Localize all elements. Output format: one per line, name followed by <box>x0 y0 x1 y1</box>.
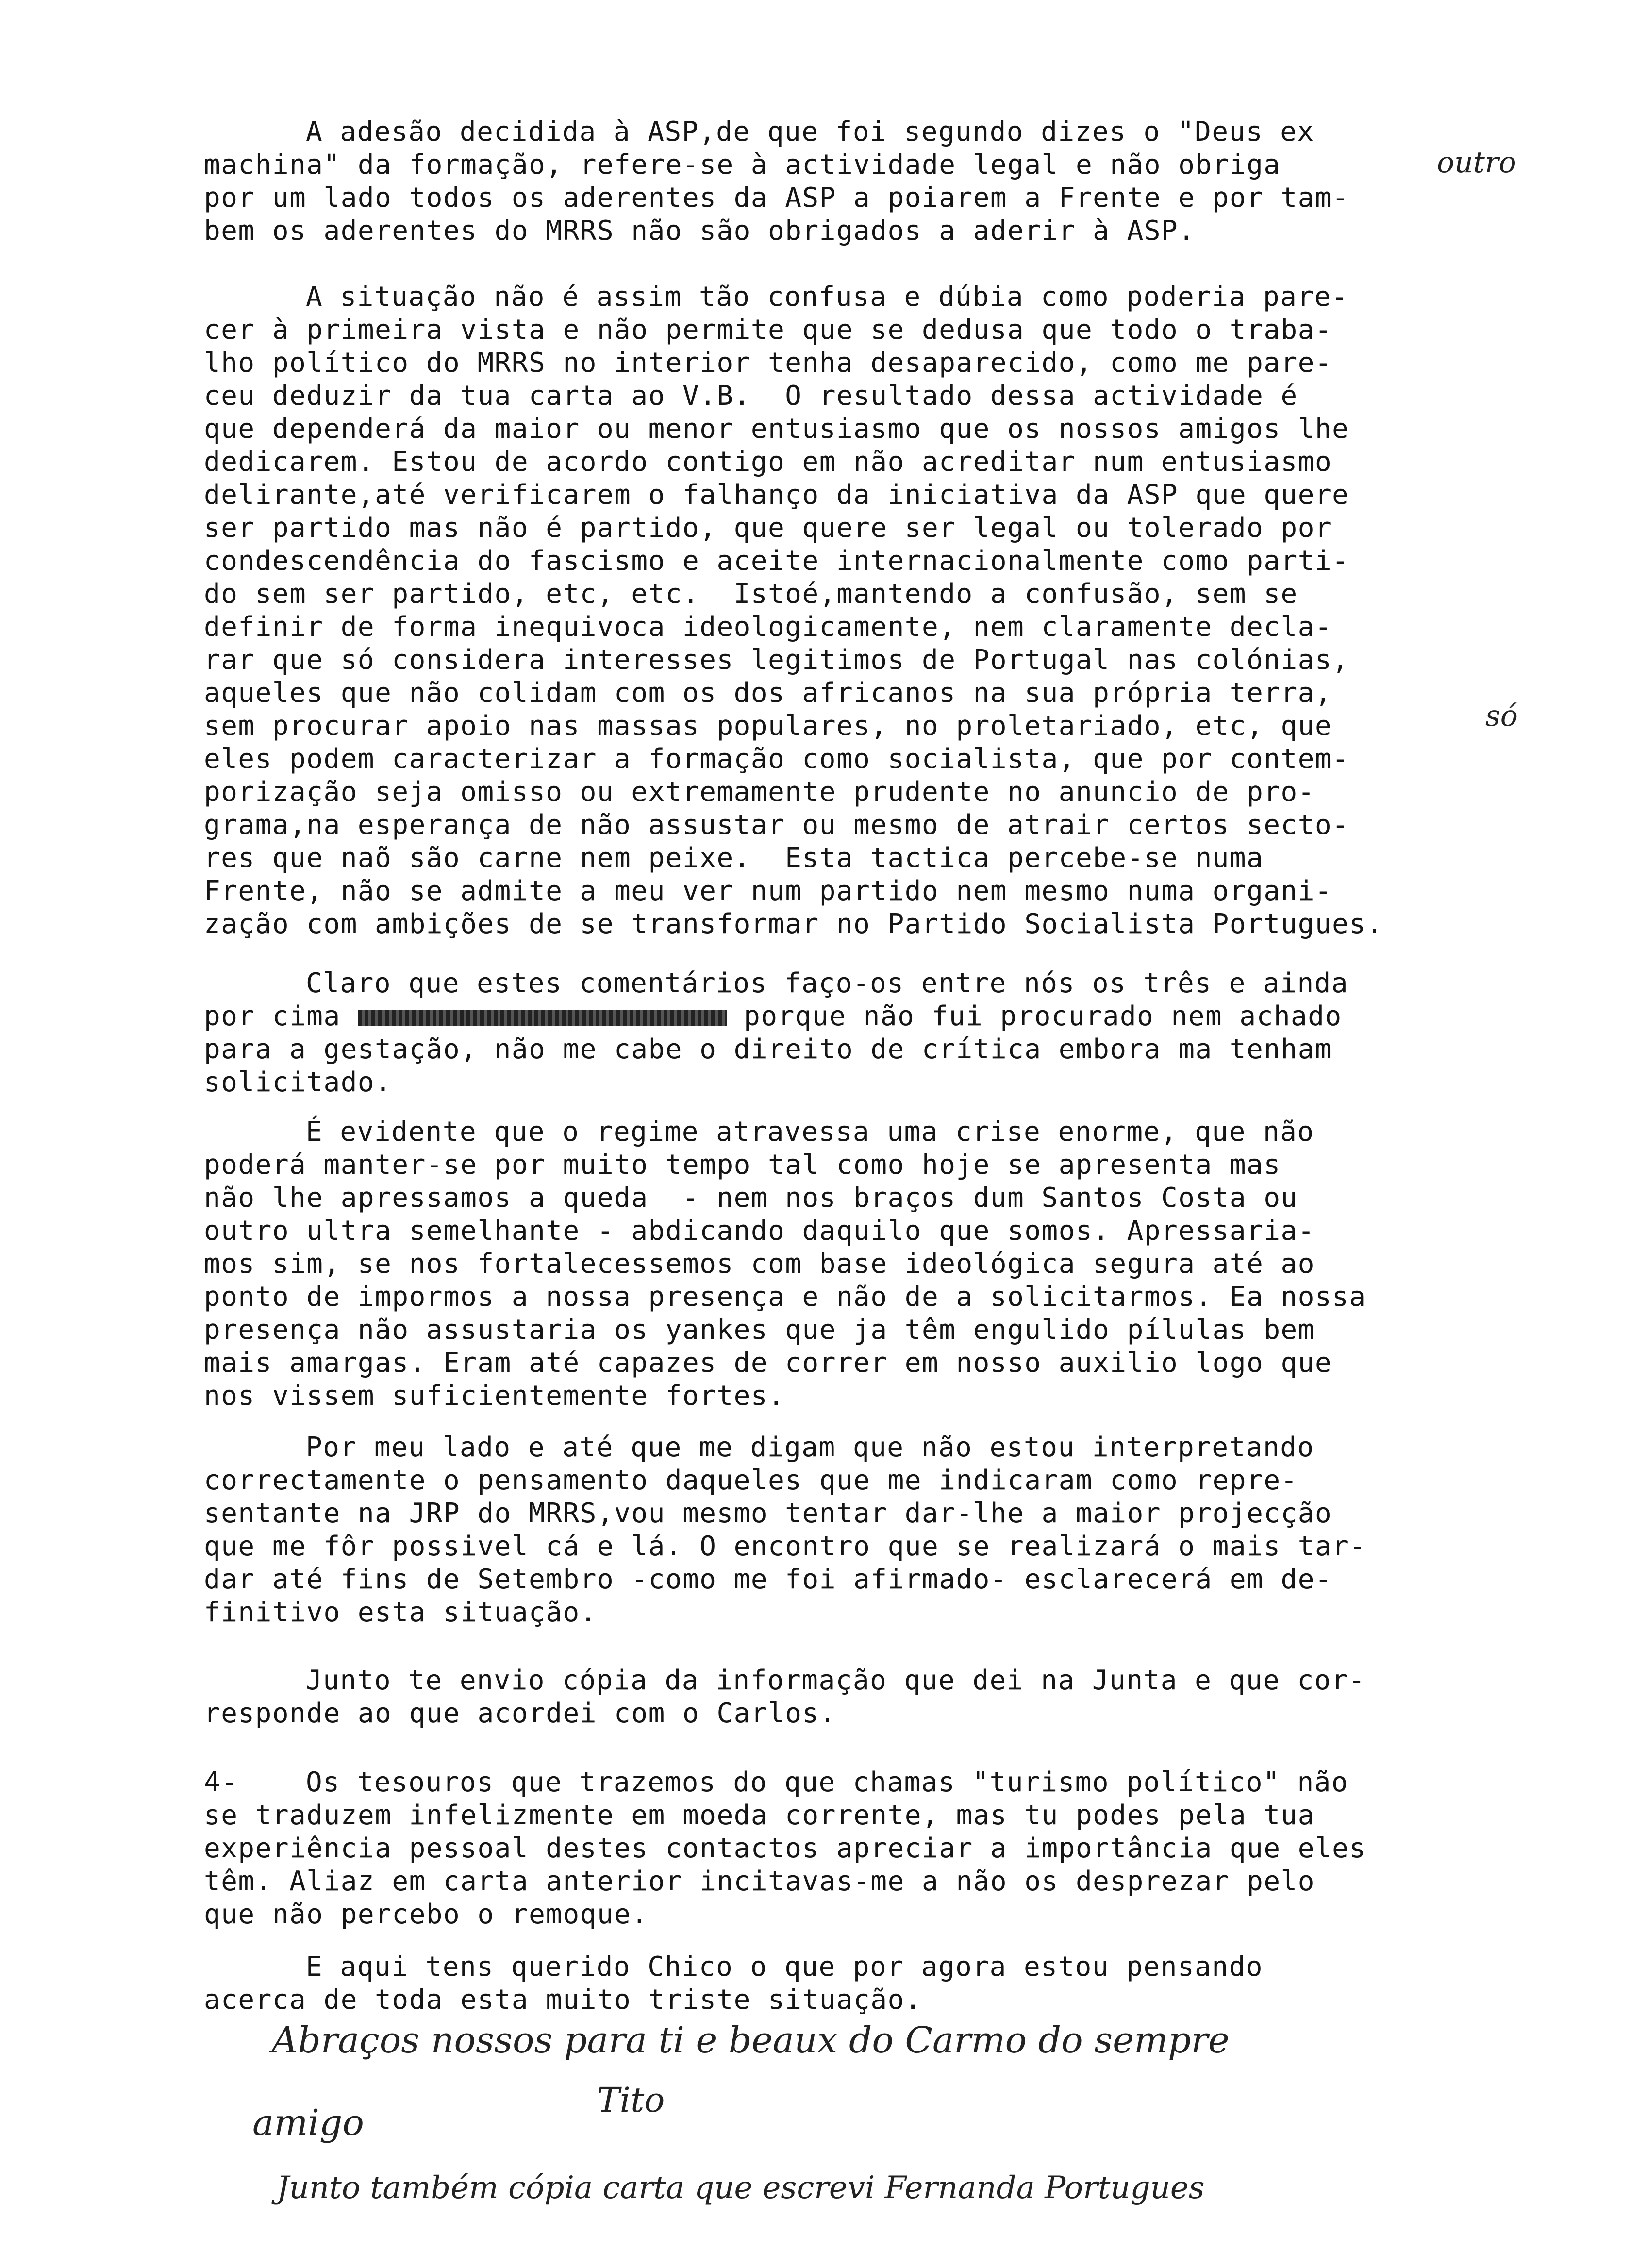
paragraph-political-tourism <box>204 1766 1534 1931</box>
text-line: delirante,até verificarem o falhanço da iniciativa da ASP que quere <box>204 479 1349 511</box>
text-line: ceu deduzir da tua carta ao V.B. O resultado dessa actividade é <box>204 380 1298 412</box>
text-line: sentante na JRP do MRRS,vou mesmo tentar dar-lhe a maior projecção <box>204 1498 1332 1529</box>
handwritten-greeting: Abraços nossos para ti e beaux do Carmo do sempre <box>272 2019 1230 2061</box>
text-line: responde ao que acordei com o Carlos. <box>204 1698 836 1729</box>
text-line: finitivo esta situação. <box>204 1597 597 1628</box>
text-line: acerca de toda esta muito triste situação. <box>204 1984 922 2016</box>
text-line: Junto te envio cópia da informação que dei na Junta e que cor- <box>306 1665 1366 1696</box>
text-line: E aqui tens querido Chico o que por agora estou pensando <box>306 1951 1264 1983</box>
handwritten-margin-note: só <box>1485 699 1518 733</box>
text-line: outro ultra semelhante - abdicando daquilo que somos. Apressaria- <box>204 1215 1315 1247</box>
text-line: que dependerá da maior ou menor entusiasmo que os nossos amigos lhe <box>204 413 1349 445</box>
text-line: se traduzem infelizmente em moeda corrente, mas tu podes pela tua <box>204 1800 1315 1831</box>
text-line: experiência pessoal destes contactos apreciar a importância que eles <box>204 1833 1366 1864</box>
text-line: mais amargas. Eram até capazes de correr em nosso auxilio logo que <box>204 1347 1332 1379</box>
text-line: lho político do MRRS no interior tenha desaparecido, como me pare- <box>204 347 1332 379</box>
paragraph-comments <box>204 967 1534 1099</box>
text-line <box>204 1766 1534 1799</box>
text-line: têm. Aliaz em carta anterior incitavas-me a não os desprezar pelo <box>204 1866 1315 1897</box>
text-line: A adesão decidida à ASP,de que foi segundo dizes o "Deus ex <box>306 116 1315 148</box>
text-line: cer à primeira vista e não permite que se dedusa que todo o traba- <box>204 314 1332 346</box>
text-line: presença não assustaria os yankes que ja têm engulido pílulas bem <box>204 1314 1315 1346</box>
text-line: porização seja omisso ou extremamente prudente no anuncio de pro- <box>204 776 1315 808</box>
text-line: machina" da formação, refere-se à actividade legal e não obriga <box>204 149 1281 181</box>
handwritten-amigo: amigo <box>252 2102 364 2144</box>
text-line: mos sim, se nos fortalecessemos com base ideológica segura até ao <box>204 1248 1315 1280</box>
text-line: É evidente que o regime atravessa uma crise enorme, que não <box>306 1116 1315 1148</box>
paragraph-regime-crisis <box>204 1116 1534 1413</box>
text-line: do sem ser partido, etc, etc. Istoé,mantendo a confusão, sem se <box>204 578 1298 610</box>
text-line: eles podem caracterizar a formação como socialista, que por contem- <box>204 743 1349 775</box>
paragraph-number: 4- <box>204 1767 238 1798</box>
text-line: bem os aderentes do MRRS não são obrigados a aderir à ASP. <box>204 215 1196 247</box>
struck-out-text <box>358 1010 727 1026</box>
text-line: Claro que estes comentários faço-os entre nós os três e ainda <box>306 967 1349 999</box>
text-line: res que naõ são carne nem peixe. Esta tactica percebe-se numa <box>204 842 1264 874</box>
paragraph-my-side <box>204 1431 1534 1629</box>
text-line: condescendência do fascismo e aceite internacionalmente como parti- <box>204 545 1349 577</box>
text-line: dar até fins de Setembro -como me foi afirmado- esclarecerá em de- <box>204 1564 1332 1595</box>
text-line: aqueles que não colidam com os dos africanos na sua própria terra, <box>204 677 1332 709</box>
paragraph-situation <box>204 281 1534 941</box>
text-line: que não percebo o remoque. <box>204 1899 649 1930</box>
text-line: por um lado todos os aderentes da ASP a poiarem a Frente e por tam- <box>204 182 1349 214</box>
text-line: ponto de impormos a nossa presença e não de a solicitarmos. Ea nossa <box>204 1281 1366 1313</box>
paragraph-asp-adhesion <box>204 116 1534 248</box>
text-line: definir de forma inequivoca ideologicamente, nem claramente decla- <box>204 611 1332 643</box>
text-line: Por meu lado e até que me digam que não estou interpretando <box>306 1432 1315 1463</box>
text-line: não lhe apressamos a queda - nem nos braços dum Santos Costa ou <box>204 1182 1298 1214</box>
text-line <box>204 1000 1534 1033</box>
text-line: nos vissem suficientemente fortes. <box>204 1380 785 1412</box>
handwritten-signature: Tito <box>597 2080 665 2120</box>
text-line: Frente, não se admite a meu ver num partido nem mesmo numa organi- <box>204 875 1332 907</box>
text-line: sem procurar apoio nas massas populares, no proletariado, etc, que <box>204 710 1332 742</box>
text-line: dedicarem. Estou de acordo contigo em não acreditar num entusiasmo <box>204 446 1332 478</box>
paragraph-closing <box>204 1951 1534 2017</box>
text-line: correctamente o pensamento daqueles que me indicaram como repre- <box>204 1465 1298 1496</box>
text-fragment: Os tesouros que trazemos do que chamas "turismo político" não <box>306 1767 1349 1798</box>
text-line: para a gestação, não me cabe o direito de crítica embora ma tenham <box>204 1034 1332 1065</box>
text-line: grama,na esperança de não assustar ou mesmo de atrair certos secto- <box>204 809 1349 841</box>
text-line: que me fôr possivel cá e lá. O encontro que se realizará o mais tar- <box>204 1531 1366 1562</box>
handwritten-postscript: Junto também cópia carta que escrevi Fernanda Portugues <box>277 2170 1205 2206</box>
handwritten-insertion: outro <box>1437 146 1516 180</box>
text-line: rar que só considera interesses legitimos de Portugal nas colónias, <box>204 644 1349 676</box>
text-line: A situação não é assim tão confusa e dúbia como poderia pare- <box>306 281 1349 313</box>
paragraph-enclosed-copy <box>204 1664 1534 1730</box>
text-line: zação com ambições de se transformar no Partido Socialista Portugues. <box>204 908 1383 940</box>
text-line: solicitado. <box>204 1067 392 1098</box>
text-line: poderá manter-se por muito tempo tal como hoje se apresenta mas <box>204 1149 1281 1181</box>
text-fragment: por cima <box>204 1001 358 1032</box>
text-line: ser partido mas não é partido, que quere ser legal ou tolerado por <box>204 512 1332 544</box>
text-fragment: porque não fui procurado nem achado <box>726 1001 1342 1032</box>
